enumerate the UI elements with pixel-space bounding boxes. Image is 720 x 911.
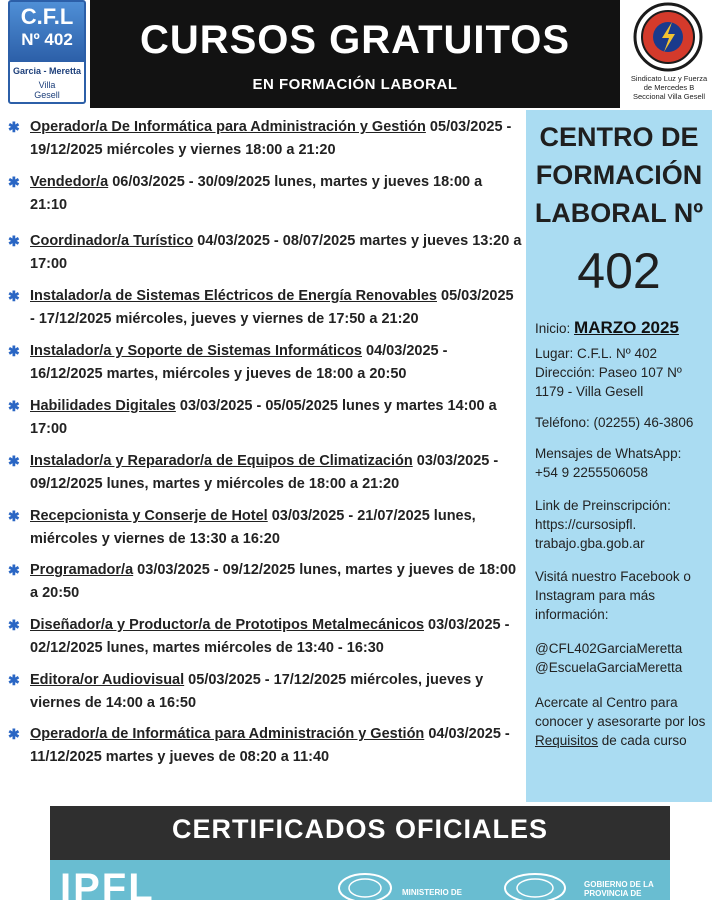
- course-name: Recepcionista y Conserje de Hotel: [30, 508, 268, 524]
- star-bullet-icon: ✱: [8, 672, 20, 688]
- star-bullet-icon: ✱: [8, 119, 20, 135]
- acercate-info: [535, 693, 707, 750]
- course-name: Diseñador/a y Productor/a de Prototipos Metalmecánicos: [30, 617, 425, 633]
- logo-line2: Nº 402: [21, 30, 73, 49]
- footer-title: CERTIFICADOS OFICIALES: [171, 814, 548, 844]
- course-name: Instalador/a y Soporte de Sistemas Informáticos: [30, 343, 362, 359]
- course-text: [30, 614, 522, 660]
- course-name: Habilidades Digitales: [30, 398, 176, 414]
- page-title: CURSOS GRATUITOS: [139, 18, 571, 62]
- course-text: [30, 116, 522, 162]
- gobierno-emblem-icon: [500, 866, 570, 900]
- requisitos-link[interactable]: Requisitos: [535, 733, 599, 748]
- course-text: [30, 340, 522, 386]
- inicio-value: MARZO 2025: [574, 318, 679, 337]
- star-bullet-icon: ✱: [8, 233, 20, 249]
- inicio-label: Inicio:: [535, 321, 575, 336]
- preinscripcion-link[interactable]: https://cursosipfl.: [535, 517, 637, 532]
- course-text: [30, 505, 522, 551]
- panel-title: [526, 118, 712, 232]
- gobierno-text-1: GOBIERNO DE LA: [584, 880, 654, 889]
- course-name: Vendedor/a: [30, 174, 109, 190]
- gobierno-text-2: PROVINCIA DE: [584, 889, 642, 898]
- cfl-logo: [8, 0, 86, 104]
- ipfl-logo: IPFL: [60, 866, 155, 910]
- preinscripcion-link-2[interactable]: trabajo.gba.gob.ar: [535, 536, 645, 551]
- social-info: Visitá nuestro Facebook o Instagram para más información:: [535, 569, 691, 622]
- instagram-handle[interactable]: @EscuelaGarciaMeretta: [535, 660, 683, 675]
- course-schedule: 03/03/2025 - 02/12/2025 lunes, martes miércoles de 13:40 - 16:30: [30, 617, 510, 656]
- seal-caption-3: Seccional Villa Gesell: [633, 92, 705, 101]
- course-schedule: 06/03/2025 - 30/09/2025 lunes, martes y jueves 18:00 a 21:10: [30, 174, 483, 213]
- course-name: Instalador/a y Reparador/a de Equipos de Climatización: [30, 453, 413, 469]
- logo-villa: Villa: [38, 80, 56, 90]
- course-text: [30, 171, 522, 217]
- panel-title-3: LABORAL Nº: [534, 198, 704, 228]
- course-text: [30, 230, 522, 276]
- logo-line4: [10, 80, 84, 100]
- logo-gesell: Gesell: [34, 90, 60, 100]
- course-schedule: 04/03/2025 - 11/12/2025 martes y jueves de 08:20 a 11:40: [30, 726, 510, 765]
- course-schedule: 04/03/2025 - 08/07/2025 martes y jueves 13:20 a 17:00: [30, 233, 522, 272]
- whatsapp-info: [535, 444, 707, 482]
- acercate-text-1: Acercate al Centro para conocer y asesorarte por los: [535, 695, 706, 729]
- ministerio-emblem-icon: [334, 866, 396, 900]
- star-bullet-icon: ✱: [8, 398, 20, 414]
- course-schedule: 03/03/2025 - 09/12/2025 lunes, martes y jueves de 18:00 a 20:50: [30, 562, 517, 601]
- star-bullet-icon: ✱: [8, 343, 20, 359]
- acercate-text-2: de cada curso: [598, 733, 687, 748]
- seal-caption-1: Sindicato Luz y Fuerza: [630, 74, 708, 83]
- star-bullet-icon: ✱: [8, 562, 20, 578]
- course-schedule: 03/03/2025 - 21/07/2025 lunes, miércoles y viernes de 13:30 a 16:20: [30, 508, 476, 547]
- whatsapp-label: Mensajes de WhatsApp:: [535, 446, 682, 461]
- logo-line1: C.F.L: [20, 4, 74, 29]
- inicio-info: [535, 318, 707, 338]
- info-panel: [526, 110, 712, 802]
- course-text: [30, 395, 522, 441]
- panel-number: 402: [577, 243, 661, 299]
- course-schedule: 05/03/2025 - 17/12/2025 miércoles, jueves y viernes de 17:50 a 21:20: [30, 288, 514, 327]
- course-name: Programador/a: [30, 562, 134, 578]
- course-text: [30, 450, 522, 496]
- course-text: [30, 669, 522, 715]
- star-bullet-icon: ✱: [8, 508, 20, 524]
- star-bullet-icon: ✱: [8, 288, 20, 304]
- course-name: Instalador/a de Sistemas Eléctricos de Energía Renovables: [30, 288, 437, 304]
- course-name: Operador/a de Informática para Administración y Gestión: [30, 726, 425, 742]
- panel-title-2: FORMACIÓN: [535, 160, 703, 190]
- star-bullet-icon: ✱: [8, 726, 20, 742]
- star-bullet-icon: ✱: [8, 617, 20, 633]
- course-name: Coordinador/a Turístico: [30, 233, 194, 249]
- page-subtitle: EN FORMACIÓN LABORAL: [252, 76, 458, 93]
- lugar-info: Lugar: C.F.L. Nº 402: [535, 346, 657, 361]
- panel-title-1: CENTRO DE: [539, 122, 699, 152]
- header: [0, 0, 720, 108]
- seal-caption-2: de Mercedes B: [643, 83, 695, 92]
- ministerio-text: MINISTERIO DE: [402, 888, 463, 897]
- facebook-handle[interactable]: @CFL402GarciaMeretta: [535, 641, 683, 656]
- telefono-info: Teléfono: (02255) 46-3806: [535, 415, 694, 430]
- star-bullet-icon: ✱: [8, 453, 20, 469]
- social-handles: [535, 639, 707, 677]
- course-name: Editora/or Audiovisual: [30, 672, 185, 688]
- course-text: [30, 723, 522, 769]
- course-schedule: 04/03/2025 - 16/12/2025 martes, miércoles y jueves de 18:00 a 20:50: [30, 343, 448, 382]
- preinscripcion-info: [535, 496, 707, 553]
- course-text: [30, 285, 522, 331]
- star-bullet-icon: ✱: [8, 174, 20, 190]
- whatsapp-value[interactable]: +54 9 2255506058: [535, 465, 648, 480]
- course-schedule: 03/03/2025 - 09/12/2025 lunes, martes y miércoles de 18:00 a 21:20: [30, 453, 499, 492]
- direccion-info: Dirección: Paseo 107 Nº 1179 - Villa Gesell: [535, 365, 682, 399]
- course-schedule: 05/03/2025 - 19/12/2025 miércoles y viernes 18:00 a 21:20: [30, 119, 512, 158]
- course-name: Operador/a De Informática para Administración y Gestión: [30, 119, 426, 135]
- preinscripcion-label: Link de Preinscripción:: [535, 498, 671, 513]
- course-schedule: 03/03/2025 - 05/05/2025 lunes y martes 14:00 a 17:00: [30, 398, 497, 437]
- course-schedule: 05/03/2025 - 17/12/2025 miércoles, jueves y viernes de 14:00 a 16:50: [30, 672, 484, 711]
- gobierno-text: [584, 880, 664, 898]
- course-text: [30, 559, 522, 605]
- seal-caption: [620, 74, 718, 101]
- sindicato-seal-icon: [628, 2, 708, 72]
- logo-line3: Garcia - Meretta: [12, 66, 82, 76]
